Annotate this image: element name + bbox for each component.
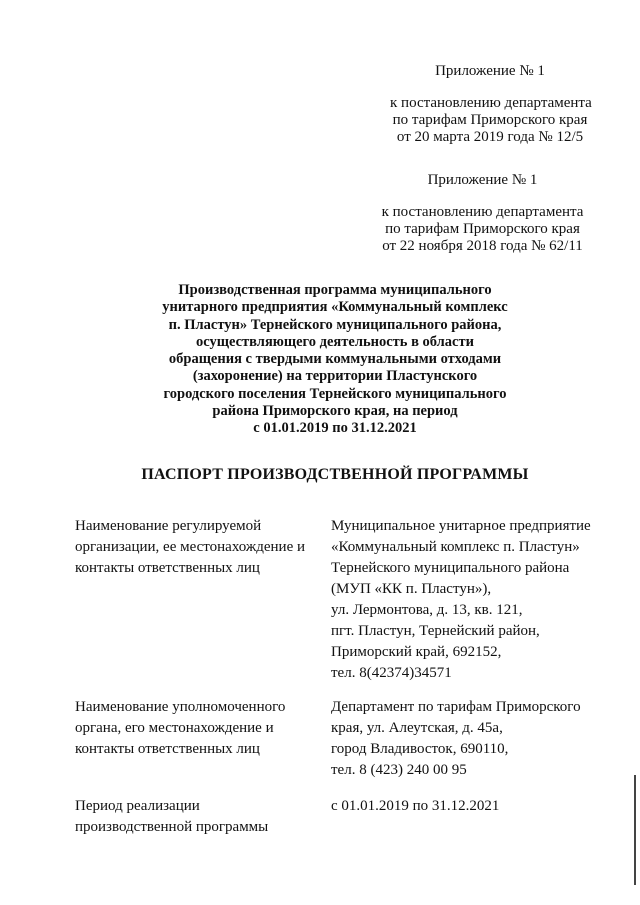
row-value-line: с 01.01.2019 по 31.12.2021 (331, 798, 500, 814)
row-value-line: город Владивосток, 690110, (331, 741, 509, 757)
appendix-line: от 20 марта 2019 года № 12/5 (396, 129, 584, 145)
program-title-line: унитарного предприятия «Коммунальный комплекс (162, 299, 508, 316)
row-value-line: Тернейского муниципального района (331, 560, 570, 576)
row-value-line: «Коммунальный комплекс п. Пластун» (331, 539, 580, 555)
row-label-line: производственной программы (75, 819, 269, 835)
row-label (75, 516, 320, 579)
row-value-line: пгт. Пластун, Тернейский район, (331, 623, 540, 639)
row-value-line: тел. 8(42374)34571 (331, 665, 452, 681)
appendix-line: к постановлению департамента (390, 95, 592, 111)
program-title (0, 282, 640, 438)
appendix-current (390, 63, 590, 146)
row-value (331, 516, 601, 684)
appendix-line: от 22 ноября 2018 года № 62/11 (382, 238, 583, 254)
program-title-line: (захоронение) на территории Пластунского (192, 368, 478, 385)
appendix-line: по тарифам Приморского края (392, 112, 588, 128)
appendix-label: Приложение № 1 (435, 63, 545, 79)
row-value-line: края, ул. Алеутская, д. 45а, (331, 720, 503, 736)
row-label-line: органа, его местонахождение и (75, 720, 274, 736)
scan-edge-mark (634, 775, 636, 885)
row-value-line: ул. Лермонтова, д. 13, кв. 121, (331, 602, 523, 618)
program-title-line: Производственная программа муниципального (178, 282, 492, 298)
program-title-line: п. Пластун» Тернейского муниципального района, (168, 316, 502, 333)
appendix-line: по тарифам Приморского края (385, 221, 580, 237)
row-label-line: организации, ее местонахождение и (75, 539, 306, 555)
row-label (75, 697, 320, 760)
appendix-line: к постановлению департамента (381, 204, 584, 220)
passport-heading: ПАСПОРТ ПРОИЗВОДСТВЕННОЙ ПРОГРАММЫ (141, 466, 529, 483)
row-value (331, 796, 601, 817)
row-label (75, 796, 320, 838)
row-value (331, 697, 601, 781)
program-title-line: городского поселения Тернейского муниципального (163, 385, 507, 402)
row-value-line: тел. 8 (423) 240 00 95 (331, 762, 467, 778)
appendix-previous (375, 172, 590, 255)
program-title-line: осуществляющего деятельность в области (196, 333, 474, 350)
program-title-line: обращения с твердыми коммунальными отходами (168, 351, 502, 368)
row-label-line: Наименование уполномоченного (75, 699, 286, 715)
row-label-line: контакты ответственных лиц (75, 741, 260, 757)
program-title-line: с 01.01.2019 по 31.12.2021 (253, 420, 417, 437)
appendix-label: Приложение № 1 (427, 172, 538, 188)
row-value-line: (МУП «КК п. Пластун»), (331, 581, 492, 597)
row-label-line: Наименование регулируемой (75, 518, 262, 534)
row-label-line: контакты ответственных лиц (75, 560, 260, 576)
program-title-line: района Приморского края, на период (212, 403, 458, 420)
row-value-line: Муниципальное унитарное предприятие (331, 518, 591, 534)
row-label-line: Период реализации (75, 798, 200, 814)
row-value-line: Приморский край, 692152, (331, 644, 502, 660)
row-value-line: Департамент по тарифам Приморского (331, 699, 581, 715)
